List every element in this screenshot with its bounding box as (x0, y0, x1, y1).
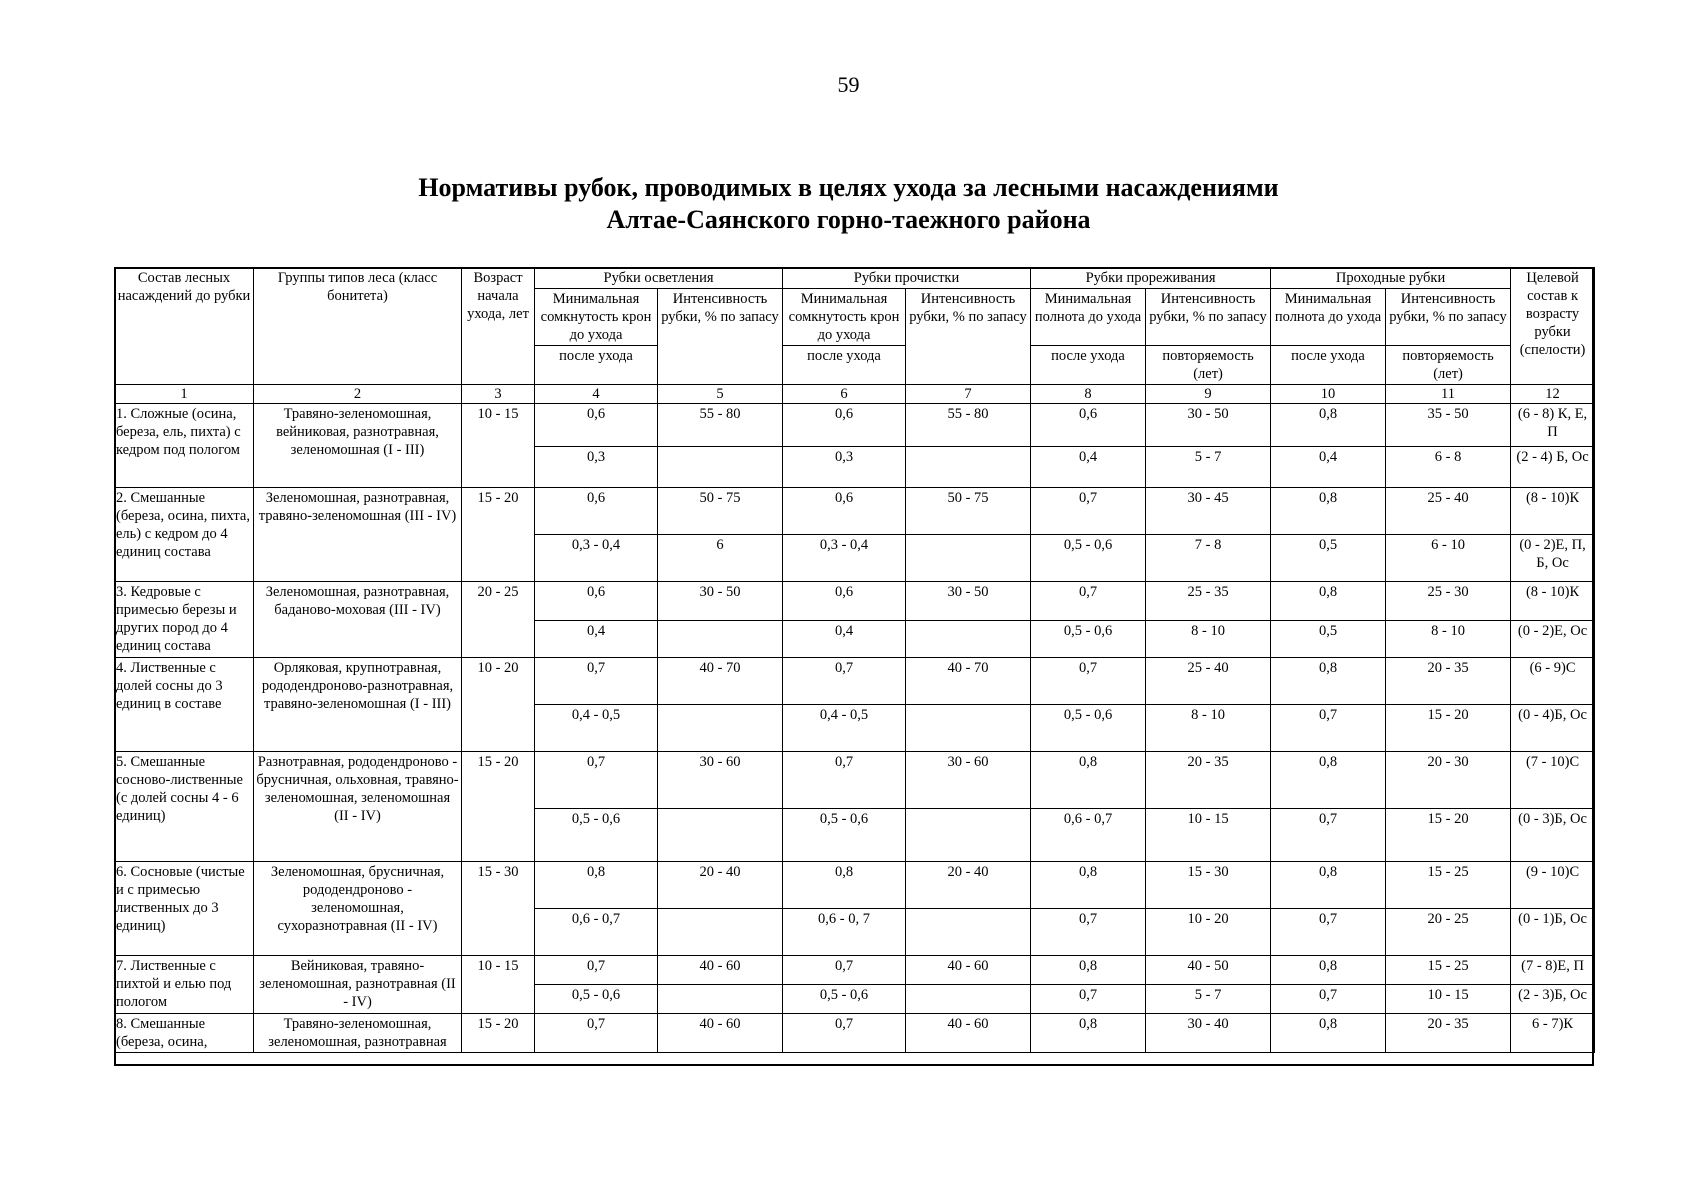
header-passing: Проходные рубки (1271, 268, 1511, 289)
column-number: 12 (1511, 385, 1595, 404)
norms-table (114, 267, 1595, 1053)
min-crown-cell: 0,7 (535, 752, 658, 809)
forest-types-cell: Вейниковая, травяно-зеленомошная, разнотравная (II - IV) (254, 956, 462, 1014)
intensity-repeat-cell: 5 - 7 (1146, 985, 1271, 1014)
target-composition-cell: 6 - 7)К (1511, 1014, 1595, 1053)
min-density-cell: 0,8 (1271, 1014, 1386, 1053)
min-density-cell: 0,8 (1031, 862, 1146, 909)
min-density-cell: 0,7 (1271, 909, 1386, 956)
min-crown-cell: 0,8 (783, 862, 906, 909)
intensity-repeat-cell: 8 - 10 (1146, 621, 1271, 658)
min-density-cell: 0,7 (1271, 705, 1386, 752)
intensity-repeat-cell: 25 - 40 (1146, 658, 1271, 705)
age-cell: 10 - 15 (462, 956, 535, 1014)
column-number: 6 (783, 385, 906, 404)
intensity-repeat-cell: 15 - 30 (1146, 862, 1271, 909)
min-crown-cell: 0,5 - 0,6 (535, 809, 658, 862)
min-crown-cell: 0,3 (783, 447, 906, 488)
min-crown-cell: 0,6 (783, 488, 906, 535)
header-min-density: Минимальная полнота до ухода (1031, 289, 1146, 346)
header-after-care: после ухода (783, 346, 906, 385)
min-crown-cell: 0,7 (783, 752, 906, 809)
forest-types-cell: Зеленомошная, брусничная, рододендроново - зеленомошная, сухоразнотравная (II - IV) (254, 862, 462, 956)
column-number: 3 (462, 385, 535, 404)
intensity-repeat-cell: 8 - 10 (1146, 705, 1271, 752)
document-title (0, 172, 1697, 236)
header-intensity: Интенсивность рубки, % по запасу (1386, 289, 1511, 346)
target-composition-cell: (2 - 3)Б, Ос (1511, 985, 1595, 1014)
intensity-repeat-cell: 5 - 7 (1146, 447, 1271, 488)
min-density-cell: 0,7 (1031, 582, 1146, 621)
table-row (115, 956, 1595, 985)
header-intensity: Интенсивность рубки, % по запасу (658, 289, 783, 385)
min-crown-cell: 0,6 (783, 404, 906, 447)
intensity-repeat-cell: 20 - 35 (1386, 1014, 1511, 1053)
intensity-cell (906, 621, 1031, 658)
min-density-cell: 0,7 (1031, 985, 1146, 1014)
header-min-crown: Минимальная сомкнутость крон до ухода (783, 289, 906, 346)
min-crown-cell: 0,7 (535, 956, 658, 985)
target-composition-cell: (6 - 8) К, Е, П (1511, 404, 1595, 447)
header-cleaning: Рубки прочистки (783, 268, 1031, 289)
intensity-repeat-cell: 40 - 50 (1146, 956, 1271, 985)
min-crown-cell: 0,6 (535, 404, 658, 447)
table-row (115, 658, 1595, 705)
forest-types-cell: Травяно-зеленомошная, зеленомошная, разнотравная (254, 1014, 462, 1053)
min-density-cell: 0,8 (1031, 752, 1146, 809)
min-density-cell: 0,4 (1271, 447, 1386, 488)
table-row (115, 582, 1595, 621)
table-header (115, 268, 1595, 404)
forest-types-cell: Зеленомошная, разнотравная, травяно-зеленомошная (III - IV) (254, 488, 462, 582)
composition-cell: 3. Кедровые с примесью березы и других пород до 4 единиц состава (115, 582, 254, 658)
min-crown-cell: 0,4 - 0,5 (783, 705, 906, 752)
composition-cell: 4. Лиственные с долей сосны до 3 единиц в составе (115, 658, 254, 752)
forest-types-cell: Орляковая, крупнотравная, рододендроново-разнотравная, травяно-зеленомошная (I - III) (254, 658, 462, 752)
intensity-cell (658, 809, 783, 862)
intensity-cell: 40 - 70 (906, 658, 1031, 705)
min-density-cell: 0,6 (1031, 404, 1146, 447)
intensity-repeat-cell: 10 - 20 (1146, 909, 1271, 956)
title-line-1: Нормативы рубок, проводимых в целях ухода за лесными насаждениями (418, 173, 1279, 202)
target-composition-cell: (2 - 4) Б, Ос (1511, 447, 1595, 488)
target-composition-cell: (0 - 2)Е, П, Б, Ос (1511, 535, 1595, 582)
min-crown-cell: 0,8 (535, 862, 658, 909)
min-density-cell: 0,8 (1031, 1014, 1146, 1053)
intensity-cell: 30 - 60 (906, 752, 1031, 809)
header-intensity: Интенсивность рубки, % по запасу (906, 289, 1031, 385)
composition-cell: 7. Лиственные с пихтой и елью под пологом (115, 956, 254, 1014)
target-composition-cell: (0 - 2)Е, Ос (1511, 621, 1595, 658)
min-crown-cell: 0,7 (535, 658, 658, 705)
intensity-cell (658, 985, 783, 1014)
column-numbers-row (115, 385, 1595, 404)
composition-cell: 5. Смешанные сосново-лиственные (с долей сосны 4 - 6 единиц) (115, 752, 254, 862)
min-crown-cell: 0,5 - 0,6 (783, 809, 906, 862)
column-number: 10 (1271, 385, 1386, 404)
table-body (115, 404, 1595, 1053)
min-density-cell: 0,5 - 0,6 (1031, 705, 1146, 752)
intensity-cell: 40 - 70 (658, 658, 783, 705)
intensity-cell: 40 - 60 (658, 956, 783, 985)
header-after-care: после ухода (1271, 346, 1386, 385)
min-density-cell: 0,5 - 0,6 (1031, 535, 1146, 582)
min-crown-cell: 0,7 (535, 1014, 658, 1053)
intensity-repeat-cell: 20 - 30 (1386, 752, 1511, 809)
min-crown-cell: 0,6 (535, 488, 658, 535)
min-crown-cell: 0,6 - 0,7 (535, 909, 658, 956)
table-row (115, 1014, 1595, 1053)
intensity-repeat-cell: 25 - 30 (1386, 582, 1511, 621)
forest-types-cell: Разнотравная, рододендроново - брусничная, ольховная, травяно-зеленомошная, зеленомошная (II - IV) (254, 752, 462, 862)
age-cell: 15 - 20 (462, 488, 535, 582)
age-cell: 15 - 20 (462, 752, 535, 862)
header-target-composition: Целевой состав к возрасту рубки (спелости) (1511, 268, 1595, 385)
intensity-repeat-cell: 20 - 35 (1386, 658, 1511, 705)
intensity-repeat-cell: 10 - 15 (1386, 985, 1511, 1014)
age-cell: 15 - 30 (462, 862, 535, 956)
min-density-cell: 0,8 (1271, 862, 1386, 909)
age-cell: 15 - 20 (462, 1014, 535, 1053)
target-composition-cell: (0 - 4)Б, Ос (1511, 705, 1595, 752)
min-density-cell: 0,4 (1031, 447, 1146, 488)
intensity-cell: 40 - 60 (906, 1014, 1031, 1053)
intensity-repeat-cell: 30 - 40 (1146, 1014, 1271, 1053)
intensity-repeat-cell: 30 - 50 (1146, 404, 1271, 447)
min-density-cell: 0,7 (1031, 658, 1146, 705)
intensity-repeat-cell: 30 - 45 (1146, 488, 1271, 535)
age-cell: 10 - 15 (462, 404, 535, 488)
intensity-repeat-cell: 35 - 50 (1386, 404, 1511, 447)
min-density-cell: 0,5 (1271, 535, 1386, 582)
intensity-cell: 20 - 40 (906, 862, 1031, 909)
age-cell: 10 - 20 (462, 658, 535, 752)
composition-cell: 1. Сложные (осина, береза, ель, пихта) с кедром под пологом (115, 404, 254, 488)
intensity-repeat-cell: 10 - 15 (1146, 809, 1271, 862)
column-number: 2 (254, 385, 462, 404)
table-row (115, 862, 1595, 909)
intensity-repeat-cell: 15 - 20 (1386, 809, 1511, 862)
min-density-cell: 0,8 (1271, 404, 1386, 447)
intensity-repeat-cell: 20 - 35 (1146, 752, 1271, 809)
min-density-cell: 0,7 (1271, 985, 1386, 1014)
min-crown-cell: 0,3 (535, 447, 658, 488)
column-number: 5 (658, 385, 783, 404)
min-density-cell: 0,6 - 0,7 (1031, 809, 1146, 862)
title-line-2: Алтае-Саянского горно-таежного района (606, 205, 1091, 234)
header-after-care: после ухода (1031, 346, 1146, 385)
column-number: 11 (1386, 385, 1511, 404)
header-intensity: Интенсивность рубки, % по запасу (1146, 289, 1271, 346)
min-density-cell: 0,5 - 0,6 (1031, 621, 1146, 658)
target-composition-cell: (9 - 10)С (1511, 862, 1595, 909)
target-composition-cell: (0 - 3)Б, Ос (1511, 809, 1595, 862)
min-crown-cell: 0,5 - 0,6 (535, 985, 658, 1014)
composition-cell: 6. Сосновые (чистые и с примесью лиственных до 3 единиц) (115, 862, 254, 956)
min-density-cell: 0,8 (1271, 658, 1386, 705)
intensity-repeat-cell: 15 - 25 (1386, 956, 1511, 985)
intensity-repeat-cell: 6 - 10 (1386, 535, 1511, 582)
page-number: 59 (837, 72, 860, 97)
min-density-cell: 0,8 (1271, 582, 1386, 621)
min-crown-cell: 0,3 - 0,4 (783, 535, 906, 582)
intensity-repeat-cell: 7 - 8 (1146, 535, 1271, 582)
intensity-cell: 30 - 50 (906, 582, 1031, 621)
forest-types-cell: Зеленомошная, разнотравная, баданово-моховая (III - IV) (254, 582, 462, 658)
target-composition-cell: (7 - 8)Е, П (1511, 956, 1595, 985)
min-density-cell: 0,7 (1271, 809, 1386, 862)
column-number: 9 (1146, 385, 1271, 404)
min-density-cell: 0,7 (1031, 488, 1146, 535)
min-density-cell: 0,8 (1271, 956, 1386, 985)
min-crown-cell: 0,5 - 0,6 (783, 985, 906, 1014)
header-repeat: повторяемость (лет) (1386, 346, 1511, 385)
column-number: 7 (906, 385, 1031, 404)
composition-cell: 2. Смешанные (береза, осина, пихта, ель) с кедром до 4 единиц состава (115, 488, 254, 582)
min-crown-cell: 0,4 (783, 621, 906, 658)
composition-cell: 8. Смешанные (береза, осина, (115, 1014, 254, 1053)
intensity-cell (906, 535, 1031, 582)
table-row (115, 488, 1595, 535)
min-density-cell: 0,8 (1271, 752, 1386, 809)
target-composition-cell: (8 - 10)К (1511, 582, 1595, 621)
header-composition: Состав лесных насаждений до рубки (115, 268, 254, 385)
min-crown-cell: 0,3 - 0,4 (535, 535, 658, 582)
min-crown-cell: 0,7 (783, 1014, 906, 1053)
min-density-cell: 0,8 (1271, 488, 1386, 535)
intensity-cell: 50 - 75 (906, 488, 1031, 535)
min-crown-cell: 0,6 (535, 582, 658, 621)
header-forest-types: Группы типов леса (класс бонитета) (254, 268, 462, 385)
intensity-cell: 50 - 75 (658, 488, 783, 535)
forest-types-cell: Травяно-зеленомошная, вейниковая, разнотравная, зеленомошная (I - III) (254, 404, 462, 488)
intensity-cell (906, 447, 1031, 488)
min-crown-cell: 0,7 (783, 956, 906, 985)
header-thinning: Рубки прореживания (1031, 268, 1271, 289)
intensity-repeat-cell: 15 - 20 (1386, 705, 1511, 752)
intensity-cell (906, 909, 1031, 956)
intensity-repeat-cell: 6 - 8 (1386, 447, 1511, 488)
intensity-cell: 40 - 60 (906, 956, 1031, 985)
intensity-cell: 20 - 40 (658, 862, 783, 909)
target-composition-cell: (0 - 1)Б, Ос (1511, 909, 1595, 956)
column-number: 8 (1031, 385, 1146, 404)
column-number: 1 (115, 385, 254, 404)
min-crown-cell: 0,6 (783, 582, 906, 621)
intensity-cell (658, 909, 783, 956)
intensity-repeat-cell: 20 - 25 (1386, 909, 1511, 956)
header-age: Возраст начала ухода, лет (462, 268, 535, 385)
header-after-care: после ухода (535, 346, 658, 385)
header-repeat: повторяемость (лет) (1146, 346, 1271, 385)
intensity-repeat-cell: 25 - 40 (1386, 488, 1511, 535)
intensity-cell: 30 - 50 (658, 582, 783, 621)
target-composition-cell: (8 - 10)К (1511, 488, 1595, 535)
min-density-cell: 0,7 (1031, 909, 1146, 956)
intensity-cell (658, 621, 783, 658)
intensity-repeat-cell: 25 - 35 (1146, 582, 1271, 621)
intensity-repeat-cell: 15 - 25 (1386, 862, 1511, 909)
intensity-cell: 30 - 60 (658, 752, 783, 809)
table-row (115, 752, 1595, 809)
intensity-cell (906, 809, 1031, 862)
header-min-density: Минимальная полнота до ухода (1271, 289, 1386, 346)
min-density-cell: 0,8 (1031, 956, 1146, 985)
target-composition-cell: (7 - 10)С (1511, 752, 1595, 809)
header-lightening: Рубки осветления (535, 268, 783, 289)
target-composition-cell: (6 - 9)С (1511, 658, 1595, 705)
min-crown-cell: 0,4 - 0,5 (535, 705, 658, 752)
header-min-crown: Минимальная сомкнутость крон до ухода (535, 289, 658, 346)
intensity-cell (658, 705, 783, 752)
min-crown-cell: 0,6 - 0, 7 (783, 909, 906, 956)
column-number: 4 (535, 385, 658, 404)
min-crown-cell: 0,4 (535, 621, 658, 658)
intensity-cell: 55 - 80 (906, 404, 1031, 447)
intensity-repeat-cell: 8 - 10 (1386, 621, 1511, 658)
intensity-cell (906, 705, 1031, 752)
age-cell: 20 - 25 (462, 582, 535, 658)
intensity-cell (906, 985, 1031, 1014)
table-row (115, 404, 1595, 447)
intensity-cell: 55 - 80 (658, 404, 783, 447)
min-crown-cell: 0,7 (783, 658, 906, 705)
intensity-cell: 6 (658, 535, 783, 582)
min-density-cell: 0,5 (1271, 621, 1386, 658)
intensity-cell (658, 447, 783, 488)
intensity-cell: 40 - 60 (658, 1014, 783, 1053)
